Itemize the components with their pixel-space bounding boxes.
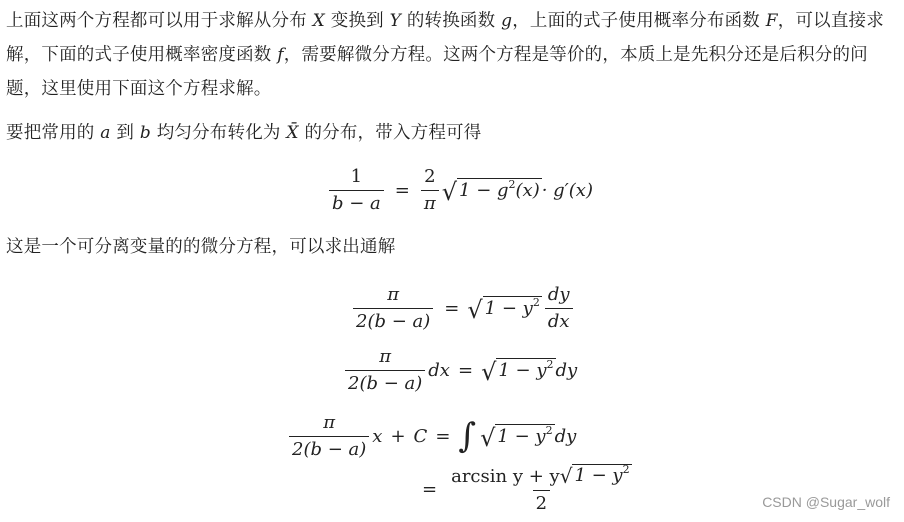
math-var: F bbox=[765, 11, 778, 31]
equals-sign: = bbox=[457, 360, 474, 381]
fraction-denominator: 2(b − a) bbox=[289, 436, 369, 461]
fraction-numerator bbox=[448, 464, 635, 490]
radical-sign-icon: √ bbox=[559, 464, 573, 488]
equals-sign: = bbox=[422, 479, 438, 500]
text-span: 变换到 bbox=[324, 11, 390, 31]
fraction-denominator: b − a bbox=[329, 190, 384, 215]
fraction-numerator: 1 bbox=[350, 166, 363, 187]
radicand bbox=[457, 178, 542, 204]
differential: dx bbox=[428, 360, 450, 381]
paragraph-uniform-distribution bbox=[6, 116, 898, 150]
fraction-denominator: dx bbox=[545, 308, 573, 333]
differential: dy bbox=[555, 360, 578, 381]
text-span: 的转换函数 bbox=[401, 11, 502, 31]
fraction bbox=[545, 284, 573, 333]
text-span: 上面这两个方程都可以用于求解从分布 bbox=[6, 11, 313, 31]
text-span: 这是一个可分离变量的的微分方程，可以求出通解 bbox=[6, 237, 396, 257]
equation-4 bbox=[286, 412, 576, 461]
radicand-text: 1 − y bbox=[497, 425, 546, 447]
equals-sign: = bbox=[435, 426, 451, 447]
math-var: f bbox=[277, 45, 284, 65]
fraction-numerator: 2 bbox=[424, 166, 436, 187]
fraction bbox=[448, 464, 635, 515]
radical-sign-icon: √ bbox=[480, 423, 496, 452]
math-var: g bbox=[501, 11, 513, 31]
radicand-text: 1 − y bbox=[484, 297, 533, 319]
radicand-text: 1 − y bbox=[574, 465, 623, 486]
math-var: C bbox=[413, 426, 428, 447]
equation-term: · g′(x) bbox=[541, 180, 593, 201]
exponent: 2 bbox=[508, 177, 516, 191]
radical-sign-icon: √ bbox=[467, 295, 483, 324]
text-span: ，可以直接求解，下面的式子使用概率密度函数 bbox=[6, 11, 884, 65]
radicand bbox=[495, 424, 554, 450]
equation-2 bbox=[350, 284, 576, 333]
exponent: 2 bbox=[532, 295, 540, 309]
square-root bbox=[442, 178, 542, 204]
math-var: a bbox=[100, 123, 111, 143]
text-span: 均匀分布转化为 bbox=[150, 123, 287, 143]
fraction-numerator: π bbox=[379, 346, 392, 367]
fraction bbox=[345, 346, 425, 395]
fraction bbox=[353, 284, 433, 333]
math-var: X̄ bbox=[286, 123, 299, 143]
math-var: x bbox=[372, 426, 383, 447]
text-span: 到 bbox=[110, 123, 140, 143]
square-root bbox=[481, 358, 555, 384]
csdn-watermark: CSDN @Sugar_wolf bbox=[762, 494, 890, 510]
radicand bbox=[496, 358, 555, 384]
paragraph-transform-explanation bbox=[6, 4, 898, 106]
exponent: 2 bbox=[622, 463, 630, 476]
radicand-text: 1 − g bbox=[459, 179, 509, 201]
fraction-denominator: 2(b − a) bbox=[345, 370, 425, 395]
exponent: 2 bbox=[545, 423, 553, 437]
square-root bbox=[560, 464, 632, 486]
equals-sign: = bbox=[444, 298, 460, 319]
fraction-denominator: 2(b − a) bbox=[353, 308, 433, 333]
fraction-denominator: π bbox=[421, 190, 439, 215]
fraction-numerator: dy bbox=[547, 284, 570, 305]
fraction-numerator: π bbox=[323, 412, 336, 433]
fraction-denominator: 2 bbox=[533, 490, 550, 515]
equals-sign: = bbox=[394, 180, 410, 201]
fraction-numerator: π bbox=[387, 284, 400, 305]
math-var: X bbox=[312, 11, 325, 31]
differential: dy bbox=[554, 426, 577, 447]
fraction bbox=[289, 412, 369, 461]
equation-5 bbox=[414, 464, 638, 515]
math-var: Y bbox=[389, 11, 402, 31]
exponent: 2 bbox=[546, 357, 554, 371]
radicand-text: (x) bbox=[515, 179, 540, 201]
text-span: 的分布，带入方程可得 bbox=[298, 123, 482, 143]
text-span: ，上面的式子使用概率分布函数 bbox=[512, 11, 766, 31]
radicand bbox=[572, 464, 631, 486]
plus-sign: + bbox=[390, 426, 406, 447]
square-root bbox=[467, 296, 541, 322]
integral-sign-icon: ∫ bbox=[458, 415, 477, 456]
radical-sign-icon: √ bbox=[441, 177, 458, 206]
numerator-text: arcsin y + y bbox=[451, 466, 560, 487]
text-span: 要把常用的 bbox=[6, 123, 101, 143]
paragraph-separable-equation bbox=[6, 230, 898, 264]
radical-sign-icon: √ bbox=[481, 357, 497, 386]
radicand-text: 1 − y bbox=[498, 359, 547, 381]
fraction bbox=[329, 166, 384, 215]
square-root bbox=[480, 424, 554, 450]
math-var: b bbox=[139, 123, 151, 143]
equation-1 bbox=[326, 166, 593, 215]
fraction bbox=[421, 166, 439, 215]
equation-3 bbox=[342, 346, 577, 395]
radicand bbox=[483, 296, 542, 322]
text-span: ，需要解微分方程。这两个方程是等价的，本质上是先积分还是后积分的问题，这里使用下面这个方程求解。 bbox=[6, 45, 868, 99]
